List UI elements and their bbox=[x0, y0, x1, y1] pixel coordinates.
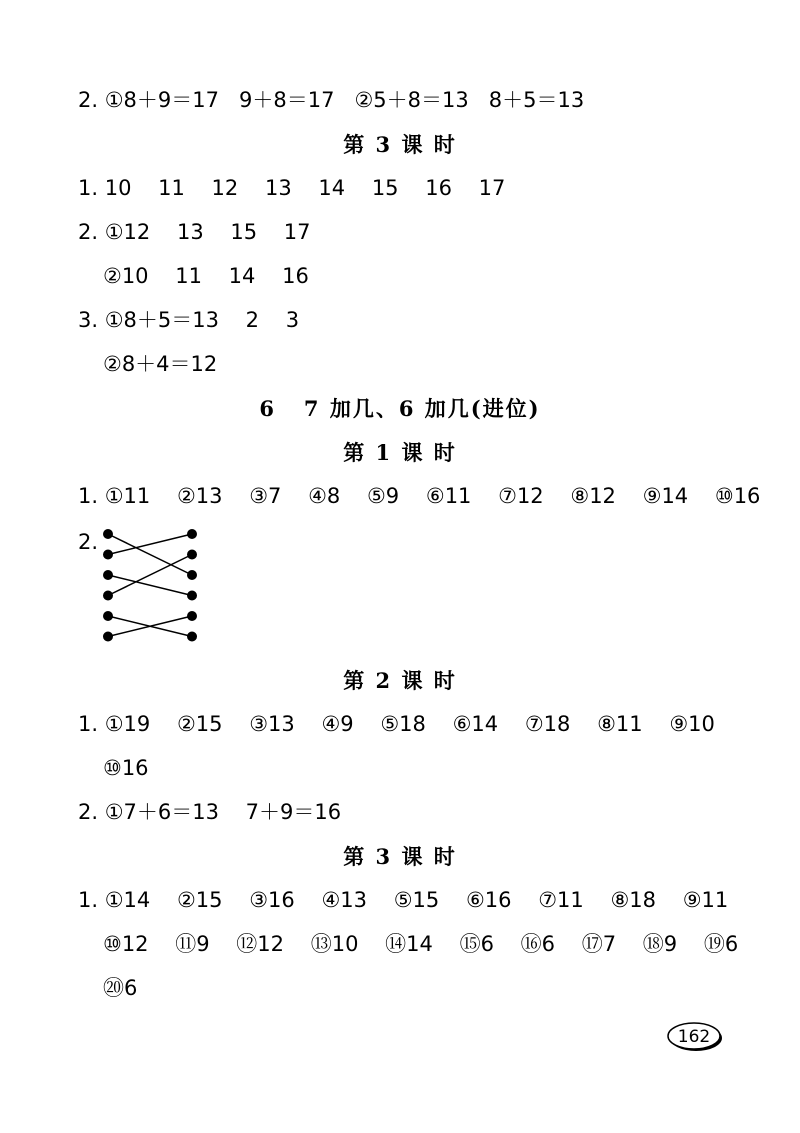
lesson-heading-2: 第 2 课 时 bbox=[343, 668, 457, 693]
match-line-2 bbox=[108, 534, 192, 555]
answer-line-2-sub: ②10 11 14 16 bbox=[103, 264, 309, 288]
right-dot-3 bbox=[187, 570, 197, 580]
answer-line-3: 3. ①8＋5＝13 2 3 bbox=[78, 308, 300, 332]
match-line-4 bbox=[108, 555, 192, 596]
answer-line-2: 2. ①12 13 15 17 bbox=[78, 220, 311, 244]
answer-line-2-lesson-2: 2. ①7＋6＝13 7＋9＝16 bbox=[78, 800, 342, 824]
right-dot-1 bbox=[187, 529, 197, 539]
answer-line-3-sub: ②8＋4＝12 bbox=[103, 352, 218, 376]
left-dot-6 bbox=[103, 632, 113, 642]
section-heading: 6 7 加几、6 加几(进位) bbox=[259, 396, 541, 421]
right-dot-5 bbox=[187, 611, 197, 621]
matching-diagram bbox=[78, 524, 208, 654]
answer-line-1-lesson-3-sub-2: ⑳6 bbox=[103, 976, 138, 1000]
answer-line-1-lesson-2: 1. ①19 ②15 ③13 ④9 ⑤18 ⑥14 ⑦18 ⑧11 ⑨10 bbox=[78, 712, 715, 736]
match-line-3 bbox=[108, 575, 192, 596]
lesson-heading-3: 第 3 课 时 bbox=[343, 132, 457, 157]
page-number-badge bbox=[667, 1022, 724, 1052]
answer-line-2-1: 2. ①8＋9＝17 9＋8＝17 ②5＋8＝13 8＋5＝13 bbox=[78, 88, 585, 112]
right-dot-4 bbox=[187, 591, 197, 601]
left-dot-5 bbox=[103, 611, 113, 621]
answer-line-1-lesson-3: 1. ①14 ②15 ③16 ④13 ⑤15 ⑥16 ⑦11 ⑧18 ⑨11 bbox=[78, 888, 729, 912]
lesson-heading-1: 第 1 课 时 bbox=[343, 440, 457, 465]
answer-line-1-lesson-1: 1. ①11 ②13 ③7 ④8 ⑤9 ⑥11 ⑦12 ⑧12 ⑨14 ⑩16 bbox=[78, 484, 761, 508]
left-dot-4 bbox=[103, 591, 113, 601]
left-dot-3 bbox=[103, 570, 113, 580]
right-dot-2 bbox=[187, 550, 197, 560]
answer-line-1-lesson-3-sub-1: ⑩12 ⑪9 ⑫12 ⑬10 ⑭14 ⑮6 ⑯6 ⑰7 ⑱9 ⑲6 bbox=[103, 932, 739, 956]
right-dot-6 bbox=[187, 632, 197, 642]
matching-lines-svg bbox=[100, 524, 200, 654]
lesson-heading-3b: 第 3 课 时 bbox=[343, 844, 457, 869]
matching-label: 2. bbox=[78, 530, 99, 554]
page-number: 162 bbox=[677, 1027, 711, 1047]
left-dot-1 bbox=[103, 529, 113, 539]
match-line-1 bbox=[108, 534, 192, 575]
answer-line-1-lesson-2-sub: ⑩16 bbox=[103, 756, 149, 780]
answer-line-1: 1. 10 11 12 13 14 15 16 17 bbox=[78, 176, 506, 200]
left-dot-2 bbox=[103, 550, 113, 560]
